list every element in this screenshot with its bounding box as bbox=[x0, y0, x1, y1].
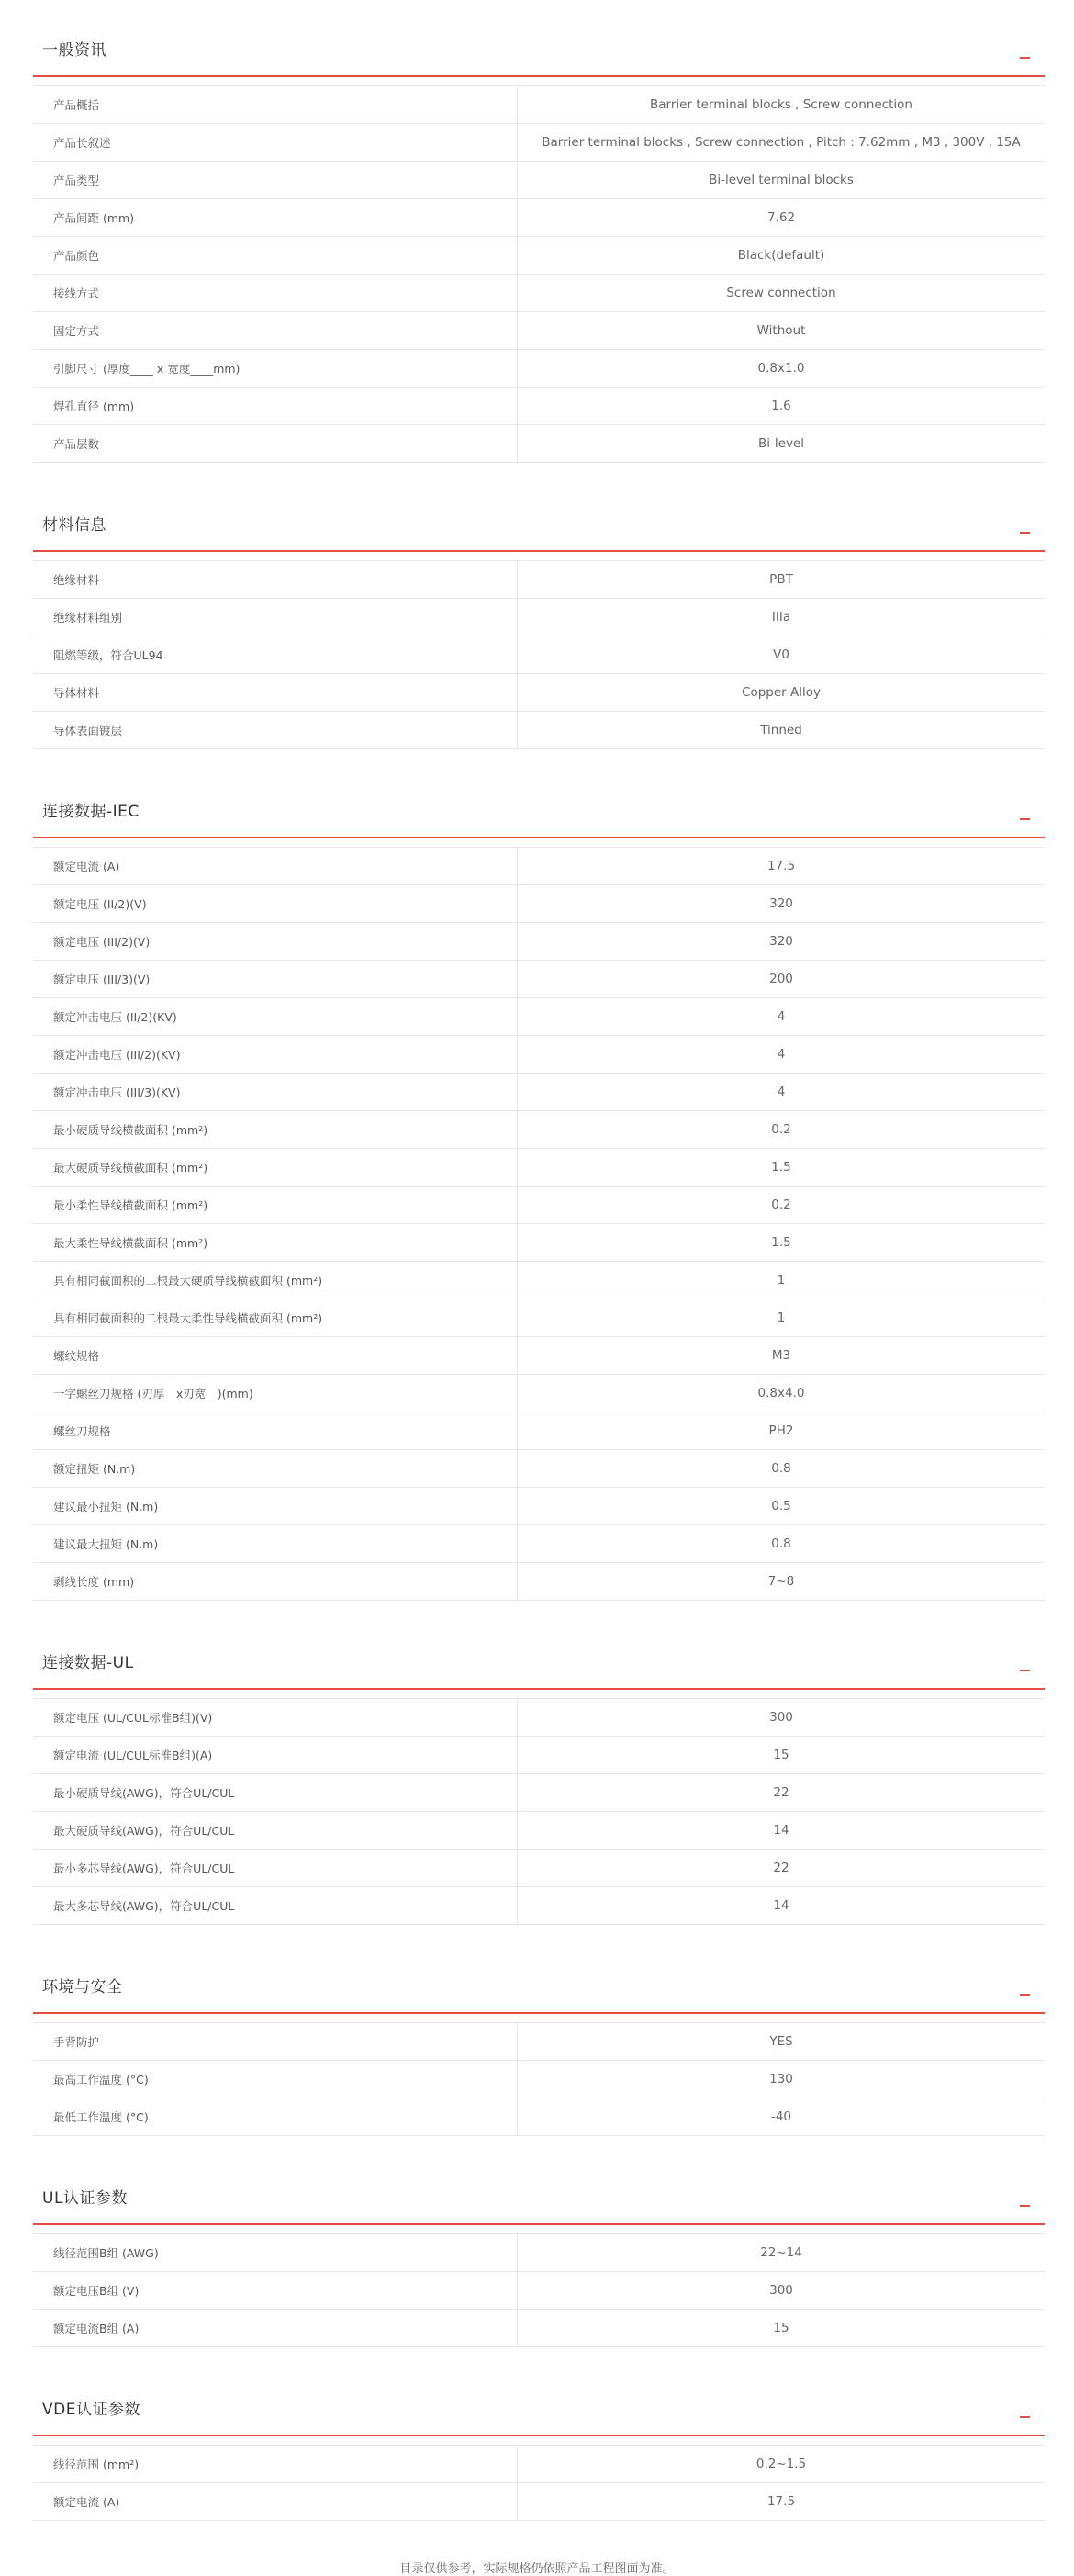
spec-label: 最高工作温度 (°C) bbox=[33, 2061, 518, 2098]
spec-label: 具有相同截面积的二根最大硬质导线横截面积 (mm²) bbox=[33, 1262, 518, 1299]
spec-value: 15 bbox=[773, 2320, 789, 2335]
spec-label: 产品长叙述 bbox=[33, 124, 518, 162]
table-row bbox=[33, 2234, 1045, 2272]
spec-label: 螺丝刀规格 bbox=[33, 1412, 518, 1450]
table-row bbox=[33, 388, 1045, 425]
spec-label: 绝缘材料组别 bbox=[33, 599, 518, 636]
table-row bbox=[33, 2023, 1045, 2061]
table-row bbox=[33, 1525, 1045, 1563]
collapse-minus-icon[interactable] bbox=[1020, 2416, 1030, 2418]
section-header bbox=[33, 26, 1045, 77]
spec-label: 手背防护 bbox=[33, 2023, 518, 2061]
spec-label: 额定冲击电压 (III/2)(KV) bbox=[33, 1036, 518, 1074]
spec-value: 200 bbox=[769, 971, 793, 986]
table-row bbox=[33, 674, 1045, 712]
table-row bbox=[33, 1737, 1045, 1774]
spec-value: 4 bbox=[777, 1008, 786, 1024]
spec-value: Black(default) bbox=[737, 247, 825, 263]
table-row bbox=[33, 1299, 1045, 1337]
spec-label: 最低工作温度 (°C) bbox=[33, 2098, 518, 2136]
collapse-minus-icon[interactable] bbox=[1020, 1670, 1030, 1671]
spec-value: Bi-level terminal blocks bbox=[709, 172, 854, 187]
spec-label: 额定电流B组 (A) bbox=[33, 2310, 518, 2347]
table-row bbox=[33, 1488, 1045, 1525]
spec-value: V0 bbox=[773, 647, 789, 662]
spec-label: 产品间距 (mm) bbox=[33, 199, 518, 237]
spec-value: PH2 bbox=[768, 1423, 794, 1438]
spec-label: 最大柔性导线横截面积 (mm²) bbox=[33, 1224, 518, 1262]
spec-label: 线径范围 (mm²) bbox=[33, 2446, 518, 2483]
collapse-minus-icon[interactable] bbox=[1020, 2205, 1030, 2207]
spec-value: 1 bbox=[777, 1310, 786, 1325]
spec-value: 15 bbox=[773, 1747, 789, 1762]
spec-label: 引脚尺寸 (厚度____ x 宽度____mm) bbox=[33, 350, 518, 388]
spec-value: 0.2 bbox=[771, 1121, 791, 1137]
spec-label: 接线方式 bbox=[33, 275, 518, 312]
spec-label: 最大硬质导线横截面积 (mm²) bbox=[33, 1149, 518, 1187]
spec-label: 最小柔性导线横截面积 (mm²) bbox=[33, 1187, 518, 1224]
spec-value: 320 bbox=[769, 895, 793, 911]
spec-label: 剥线长度 (mm) bbox=[33, 1563, 518, 1601]
spec-value: 7~8 bbox=[767, 1573, 795, 1589]
spec-value: 14 bbox=[773, 1897, 789, 1913]
table-row bbox=[33, 636, 1045, 674]
section-title: 一般资讯 bbox=[42, 41, 106, 60]
spec-value: 1.5 bbox=[771, 1234, 791, 1250]
spec-label: 额定电流 (A) bbox=[33, 2483, 518, 2521]
spec-section bbox=[33, 1638, 1045, 1925]
spec-value: Bi-level bbox=[758, 435, 804, 451]
table-row bbox=[33, 1375, 1045, 1412]
table-row bbox=[33, 86, 1045, 124]
spec-value: 1 bbox=[777, 1272, 786, 1288]
spec-label: 绝缘材料 bbox=[33, 561, 518, 599]
spec-label: 额定电压 (II/2)(V) bbox=[33, 885, 518, 923]
spec-value: 0.2~1.5 bbox=[755, 2456, 807, 2471]
spec-value: 17.5 bbox=[766, 858, 796, 873]
table-row bbox=[33, 312, 1045, 350]
section-title: 环境与安全 bbox=[42, 1978, 123, 1997]
spec-section bbox=[33, 501, 1045, 749]
table-row bbox=[33, 1224, 1045, 1262]
spec-label: 具有相同截面积的二根最大柔性导线横截面积 (mm²) bbox=[33, 1299, 518, 1337]
table-row bbox=[33, 923, 1045, 961]
spec-section bbox=[33, 787, 1045, 1601]
spec-label: 线径范围B组 (AWG) bbox=[33, 2234, 518, 2272]
spec-table bbox=[33, 2022, 1045, 2136]
spec-value: Screw connection bbox=[726, 285, 836, 300]
collapse-minus-icon[interactable] bbox=[1020, 818, 1030, 820]
table-row bbox=[33, 1074, 1045, 1111]
spec-value: 0.8 bbox=[771, 1535, 791, 1551]
table-row bbox=[33, 712, 1045, 749]
table-row bbox=[33, 1412, 1045, 1450]
spec-value: Without bbox=[756, 322, 806, 338]
spec-label: 额定电压 (III/2)(V) bbox=[33, 923, 518, 961]
spec-value: -40 bbox=[770, 2109, 792, 2124]
table-row bbox=[33, 2061, 1045, 2098]
spec-value: 0.8x4.0 bbox=[757, 1385, 805, 1400]
table-row bbox=[33, 2310, 1045, 2347]
spec-label: 固定方式 bbox=[33, 312, 518, 350]
spec-value: 0.8 bbox=[771, 1460, 791, 1476]
spec-label: 最小硬质导线(AWG)，符合UL/CUL bbox=[33, 1774, 518, 1812]
table-row bbox=[33, 162, 1045, 199]
table-row bbox=[33, 998, 1045, 1036]
table-row bbox=[33, 1187, 1045, 1224]
spec-label: 焊孔直径 (mm) bbox=[33, 388, 518, 425]
spec-value: Tinned bbox=[760, 722, 802, 737]
section-header bbox=[33, 501, 1045, 552]
collapse-minus-icon[interactable] bbox=[1020, 1994, 1030, 1996]
spec-section bbox=[33, 2385, 1045, 2521]
table-row bbox=[33, 1337, 1045, 1375]
collapse-minus-icon[interactable] bbox=[1020, 532, 1030, 534]
spec-label: 产品层数 bbox=[33, 425, 518, 463]
spec-label: 额定电压 (UL/CUL标准B组)(V) bbox=[33, 1699, 518, 1737]
table-row bbox=[33, 237, 1045, 275]
spec-table bbox=[33, 1698, 1045, 1925]
spec-label: 导体材料 bbox=[33, 674, 518, 712]
spec-value: Barrier terminal blocks , Screw connection bbox=[650, 96, 912, 112]
spec-value: 130 bbox=[769, 2071, 793, 2087]
spec-label: 最大硬质导线(AWG)，符合UL/CUL bbox=[33, 1812, 518, 1850]
section-title: 连接数据-IEC bbox=[42, 803, 140, 821]
section-header bbox=[33, 787, 1045, 838]
spec-value: 4 bbox=[777, 1084, 786, 1099]
footer-disclaimer: 目录仅供参考，实际规格仍依照产品工程图面为准。 bbox=[399, 2562, 675, 2576]
table-row bbox=[33, 199, 1045, 237]
spec-value: 1.5 bbox=[771, 1159, 791, 1175]
spec-label: 产品概括 bbox=[33, 86, 518, 124]
spec-label: 额定电压B组 (V) bbox=[33, 2272, 518, 2310]
spec-label: 额定扭矩 (N.m) bbox=[33, 1450, 518, 1488]
spec-value: 17.5 bbox=[766, 2493, 796, 2509]
table-row bbox=[33, 2098, 1045, 2136]
section-header bbox=[33, 1963, 1045, 2014]
spec-label: 阻燃等级，符合UL94 bbox=[33, 636, 518, 674]
section-header bbox=[33, 2385, 1045, 2436]
spec-value: Copper Alloy bbox=[742, 684, 821, 700]
spec-label: 螺纹规格 bbox=[33, 1337, 518, 1375]
spec-table bbox=[33, 847, 1045, 1601]
collapse-minus-icon[interactable] bbox=[1020, 57, 1030, 59]
spec-value: 4 bbox=[777, 1046, 786, 1062]
spec-label: 最大多芯导线(AWG)，符合UL/CUL bbox=[33, 1887, 518, 1925]
spec-value: 300 bbox=[769, 2282, 793, 2298]
spec-label: 额定冲击电压 (II/2)(KV) bbox=[33, 998, 518, 1036]
spec-table bbox=[33, 2233, 1045, 2347]
spec-value: 0.2 bbox=[771, 1197, 791, 1212]
table-row bbox=[33, 2272, 1045, 2310]
spec-label: 产品类型 bbox=[33, 162, 518, 199]
spec-value: YES bbox=[769, 2033, 793, 2049]
spec-value: 300 bbox=[769, 1709, 793, 1725]
spec-label: 额定电压 (III/3)(V) bbox=[33, 961, 518, 998]
spec-label: 最小多芯导线(AWG)，符合UL/CUL bbox=[33, 1850, 518, 1887]
spec-value: PBT bbox=[769, 571, 793, 587]
spec-section bbox=[33, 26, 1045, 463]
spec-value: 320 bbox=[769, 933, 793, 949]
table-row bbox=[33, 1850, 1045, 1887]
table-row bbox=[33, 1149, 1045, 1187]
table-row bbox=[33, 2483, 1045, 2521]
table-row bbox=[33, 961, 1045, 998]
table-row bbox=[33, 1887, 1045, 1925]
table-row bbox=[33, 124, 1045, 162]
table-row bbox=[33, 1699, 1045, 1737]
spec-table bbox=[33, 85, 1045, 463]
spec-label: 额定电流 (UL/CUL标准B组)(A) bbox=[33, 1737, 518, 1774]
spec-value: 22 bbox=[773, 1860, 789, 1875]
spec-table bbox=[33, 560, 1045, 749]
table-row bbox=[33, 1563, 1045, 1601]
spec-value: M3 bbox=[771, 1347, 791, 1363]
table-row bbox=[33, 599, 1045, 636]
spec-value: 1.6 bbox=[771, 398, 791, 413]
section-title: UL认证参数 bbox=[42, 2189, 128, 2208]
table-row bbox=[33, 1036, 1045, 1074]
spec-value: 14 bbox=[773, 1822, 789, 1838]
table-row bbox=[33, 1262, 1045, 1299]
spec-label: 额定电流 (A) bbox=[33, 848, 518, 885]
spec-section bbox=[33, 1963, 1045, 2136]
spec-label: 最小硬质导线横截面积 (mm²) bbox=[33, 1111, 518, 1149]
spec-label: 导体表面镀层 bbox=[33, 712, 518, 749]
table-row bbox=[33, 2446, 1045, 2483]
table-row bbox=[33, 848, 1045, 885]
table-row bbox=[33, 1450, 1045, 1488]
spec-label: 建议最大扭矩 (N.m) bbox=[33, 1525, 518, 1563]
spec-label: 一字螺丝刀规格 (刃厚__x刃宽__)(mm) bbox=[33, 1375, 518, 1412]
table-row bbox=[33, 425, 1045, 463]
spec-value: Barrier terminal blocks , Screw connection , Pitch : 7.62mm , M3 , 300V , 15A bbox=[542, 134, 1021, 150]
section-header bbox=[33, 2174, 1045, 2225]
table-row bbox=[33, 350, 1045, 388]
section-title: VDE认证参数 bbox=[42, 2401, 140, 2419]
section-title: 材料信息 bbox=[42, 516, 106, 534]
section-header bbox=[33, 1638, 1045, 1690]
table-row bbox=[33, 561, 1045, 599]
spec-label: 产品颜色 bbox=[33, 237, 518, 275]
spec-value: 22~14 bbox=[760, 2244, 802, 2260]
spec-label: 额定冲击电压 (III/3)(KV) bbox=[33, 1074, 518, 1111]
spec-section bbox=[33, 2174, 1045, 2347]
section-title: 连接数据-UL bbox=[42, 1654, 134, 1672]
spec-value: 0.8x1.0 bbox=[757, 360, 805, 376]
table-row bbox=[33, 275, 1045, 312]
spec-value: IIIa bbox=[771, 609, 791, 624]
table-row bbox=[33, 1812, 1045, 1850]
table-row bbox=[33, 885, 1045, 923]
spec-value: 22 bbox=[773, 1784, 789, 1800]
spec-value: 0.5 bbox=[771, 1498, 791, 1513]
table-row bbox=[33, 1111, 1045, 1149]
spec-value: 7.62 bbox=[766, 209, 796, 225]
spec-label: 建议最小扭矩 (N.m) bbox=[33, 1488, 518, 1525]
table-row bbox=[33, 1774, 1045, 1812]
spec-table bbox=[33, 2445, 1045, 2521]
